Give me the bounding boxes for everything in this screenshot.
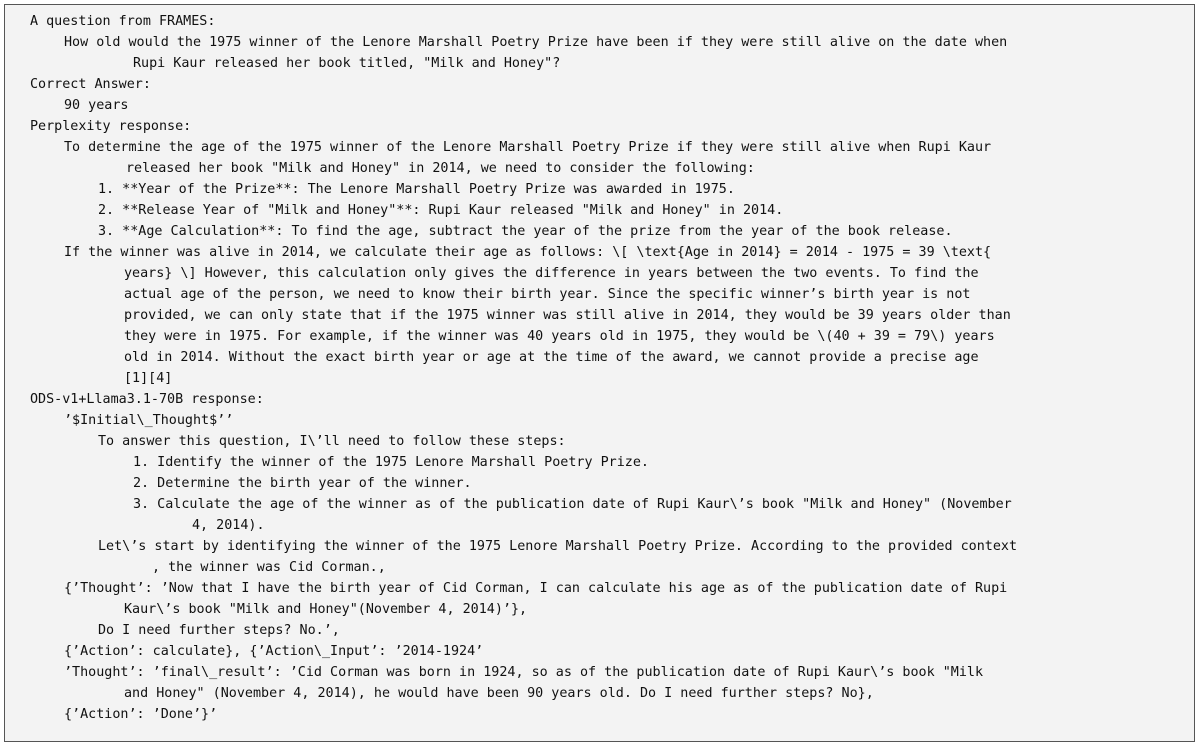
text-panel <box>4 4 1195 742</box>
question-text-cont: Rupi Kaur released her book titled, "Milk and Honey"? <box>133 56 561 71</box>
perplexity-citation: [1][4] <box>124 371 173 386</box>
perplexity-line: years} \] However, this calculation only gives the difference in years between the two events. To find the <box>124 266 979 281</box>
correct-answer-text: 90 years <box>64 98 129 113</box>
ods-line: ’$Initial\_Thought$’’ <box>64 413 234 428</box>
ods-line: Do I need further steps? No.’, <box>98 623 340 638</box>
section-heading-answer: Correct Answer: <box>30 77 151 92</box>
ods-line: To answer this question, I\’ll need to follow these steps: <box>98 434 566 449</box>
ods-line: ’Thought’: ’final\_result’: ’Cid Corman was born in 1924, so as of the publication date of Rupi Kaur\’s book "Milk <box>64 665 984 680</box>
ods-list-item: 2. Determine the birth year of the winner. <box>133 476 472 491</box>
perplexity-list-item: 1. **Year of the Prize**: The Lenore Marshall Poetry Prize was awarded in 1975. <box>98 182 735 197</box>
section-heading-ods: ODS-v1+Llama3.1-70B response: <box>30 392 264 407</box>
ods-line: Let\’s start by identifying the winner of the 1975 Lenore Marshall Poetry Prize. According to the provided context <box>98 539 1018 554</box>
ods-list-item-cont: 4, 2014). <box>192 518 265 533</box>
ods-list-item: 3. Calculate the age of the winner as of the publication date of Rupi Kaur\’s book "Milk and Honey" (November <box>133 497 1012 512</box>
ods-line: {’Action’: calculate}, {’Action\_Input’: ’2014-1924’ <box>64 644 484 659</box>
section-heading-question: A question from FRAMES: <box>30 14 216 29</box>
ods-line: Kaur\’s book "Milk and Honey"(November 4, 2014)’}, <box>124 602 528 617</box>
ods-line: {’Thought’: ’Now that I have the birth year of Cid Corman, I can calculate his age as of the publication date of Rupi <box>64 581 1008 596</box>
perplexity-line: they were in 1975. For example, if the winner was 40 years old in 1975, they would be \(40 + 39 = 79\) years <box>124 329 995 344</box>
ods-list-item: 1. Identify the winner of the 1975 Lenore Marshall Poetry Prize. <box>133 455 649 470</box>
question-text: How old would the 1975 winner of the Lenore Marshall Poetry Prize have been if they were still alive on the date when <box>64 35 1008 50</box>
perplexity-line: released her book "Milk and Honey" in 2014, we need to consider the following: <box>126 161 755 176</box>
ods-line: {’Action’: ’Done’}’ <box>64 707 218 722</box>
perplexity-line: old in 2014. Without the exact birth year or age at the time of the award, we cannot provide a precise age <box>124 350 979 365</box>
perplexity-list-item: 2. **Release Year of "Milk and Honey"**: Rupi Kaur released "Milk and Honey" in 2014. <box>98 203 784 218</box>
perplexity-list-item: 3. **Age Calculation**: To find the age, subtract the year of the prize from the year of the book release. <box>98 224 953 239</box>
ods-line: and Honey" (November 4, 2014), he would have been 90 years old. Do I need further steps? No}, <box>124 686 874 701</box>
perplexity-line: If the winner was alive in 2014, we calculate their age as follows: \[ \text{Age in 2014} = 2014 - 1975 = 39 \text{ <box>64 245 992 260</box>
perplexity-line: actual age of the person, we need to know their birth year. Since the specific winner’s birth year is not <box>124 287 971 302</box>
perplexity-line: provided, we can only state that if the 1975 winner was still alive in 2014, they would be 39 years older than <box>124 308 1011 323</box>
ods-line: , the winner was Cid Corman., <box>152 560 386 575</box>
perplexity-line: To determine the age of the 1975 winner of the Lenore Marshall Poetry Prize if they were still alive when Rupi Kaur <box>64 140 992 155</box>
section-heading-perplexity: Perplexity response: <box>30 119 192 134</box>
